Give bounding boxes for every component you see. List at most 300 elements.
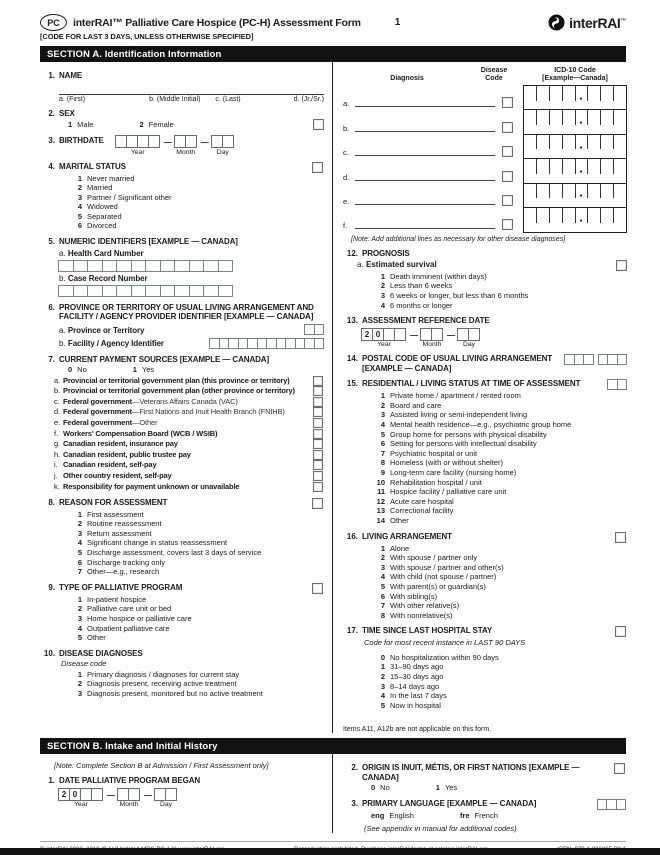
icd10-char-slot[interactable] — [613, 86, 626, 109]
answer-checkbox[interactable] — [313, 439, 323, 449]
answer-checkbox[interactable] — [616, 260, 627, 271]
option-label: Never married — [87, 173, 135, 183]
item-number: 3. — [48, 136, 55, 145]
icd10-code-row[interactable] — [524, 208, 626, 232]
answer-checkbox[interactable] — [313, 460, 323, 470]
code-box[interactable] — [314, 338, 325, 349]
code-box-row — [599, 354, 628, 365]
code-box[interactable] — [617, 354, 628, 365]
lettered-option — [54, 397, 324, 407]
section-b-bar: SECTION B. Intake and Initial History — [40, 738, 626, 754]
section-b-note: [Note: Complete Section B at Admission / First Assessment only] — [54, 761, 269, 771]
code-box[interactable] — [189, 285, 205, 297]
logo-text: interRAI™ — [569, 14, 626, 31]
option-label: Yes — [141, 365, 155, 375]
option-label: Canadian resident, public trustee pay — [63, 449, 191, 459]
icd10-char-slot[interactable] — [524, 110, 537, 133]
icd10-char-slot[interactable] — [550, 208, 563, 232]
option-label: Responsibility for payment unknown or unavailable — [63, 481, 240, 491]
code-box[interactable] — [73, 285, 89, 297]
option-label: 6 weeks or longer, but less than 6 months — [390, 291, 529, 301]
option-code: 1 — [380, 271, 385, 281]
option-code: 1 — [77, 669, 82, 679]
option-letter: b. — [54, 386, 61, 396]
icd10-char-slot[interactable] — [588, 110, 601, 133]
option-label: No — [77, 365, 87, 375]
option-label: Assisted living or semi-independent living — [390, 410, 528, 420]
date-box[interactable] — [431, 328, 443, 341]
option-label: With other relative(s) — [390, 601, 460, 611]
option-label: No — [380, 783, 390, 793]
options-list — [343, 391, 627, 525]
option-label: Discharge tracking only — [87, 557, 165, 567]
answer-checkbox[interactable] — [313, 376, 323, 386]
icd10-char-slot[interactable] — [537, 135, 550, 158]
option-label: Correctional facility — [390, 506, 454, 516]
icd10-char-slot[interactable] — [550, 184, 563, 207]
code-box[interactable] — [218, 260, 234, 272]
icd10-char-slot[interactable] — [537, 184, 550, 207]
diagnosis-row — [343, 207, 521, 231]
icd10-char-slot[interactable] — [562, 86, 575, 109]
option-label: Group home for persons with physical disability — [390, 429, 547, 439]
item-number: 15. — [346, 379, 358, 389]
date-boxes — [118, 788, 140, 801]
diagnosis-write-line[interactable] — [355, 180, 495, 181]
page-bottom-strip — [0, 848, 660, 855]
option-code: 13 — [376, 506, 385, 516]
option-code: 1 — [68, 119, 73, 129]
form-item-16 — [343, 532, 627, 621]
icd10-char-slot[interactable] — [588, 208, 601, 232]
icd10-char-slot[interactable] — [613, 135, 626, 158]
form-item-1 — [40, 776, 324, 808]
option-code: 7 — [380, 601, 385, 611]
icd10-char-slot[interactable] — [601, 86, 614, 109]
option — [371, 691, 627, 701]
diagnosis-write-line[interactable] — [355, 106, 495, 107]
date-boxes — [175, 135, 197, 148]
item-number: 8. — [48, 497, 55, 507]
icd10-char-slot[interactable] — [562, 184, 575, 207]
code-box[interactable] — [617, 379, 628, 390]
answer-checkbox[interactable] — [313, 397, 323, 407]
options-list — [40, 510, 324, 577]
answer-checkbox[interactable] — [614, 763, 625, 774]
item-number: 14. — [346, 354, 358, 364]
item-title: SEX — [59, 108, 75, 118]
answer-checkbox[interactable] — [313, 386, 323, 396]
code-box[interactable] — [616, 799, 627, 810]
icd10-char-slot[interactable] — [588, 135, 601, 158]
option — [371, 458, 627, 468]
code-box[interactable] — [203, 260, 219, 272]
answer-checkbox[interactable] — [615, 626, 626, 637]
form-item-12 — [343, 249, 627, 310]
answer-checkbox[interactable] — [313, 429, 323, 439]
form-header — [40, 14, 626, 31]
code-box[interactable] — [314, 324, 325, 335]
option-code: 2 — [380, 281, 385, 291]
item-title: TIME SINCE LAST HOSPITAL STAY — [362, 626, 493, 636]
code-box[interactable] — [102, 260, 118, 272]
answer-checkbox[interactable] — [313, 450, 323, 460]
date-box[interactable]: 0 — [69, 788, 81, 801]
name-part-label: d. (Jr./Sr.) — [293, 95, 324, 103]
date-dash: — — [200, 138, 209, 147]
option — [371, 563, 627, 573]
icd10-char-slot[interactable] — [524, 184, 537, 207]
option-label: In the last 7 days — [390, 691, 447, 701]
icd10-code-row[interactable] — [524, 135, 626, 159]
disease-code-checkbox[interactable] — [502, 219, 513, 230]
option-label: No hospitalization within 90 days — [390, 652, 499, 662]
option-label: With nonrelative(s) — [390, 610, 453, 620]
code-box[interactable] — [160, 285, 176, 297]
option-code: 3 — [380, 562, 385, 572]
icd10-char-slot[interactable] — [575, 110, 588, 133]
option-label: Return assessment — [87, 528, 152, 538]
option-code: 6 — [380, 591, 385, 601]
icd10-code-row[interactable] — [524, 184, 626, 208]
option-code: 6 — [77, 557, 82, 567]
lettered-option — [54, 407, 324, 417]
option-label: First assessment — [87, 509, 144, 519]
disease-code-checkbox[interactable] — [502, 97, 513, 108]
item-number: 12. — [346, 249, 358, 259]
option-code: 4 — [77, 538, 82, 548]
code-box[interactable] — [583, 354, 594, 365]
icd10-char-slot[interactable] — [562, 159, 575, 182]
answer-checkbox[interactable] — [615, 532, 626, 543]
icd10-char-slot[interactable] — [550, 159, 563, 182]
option-code: 14 — [376, 515, 385, 525]
item-title: RESIDENTIAL / LIVING STATUS AT TIME OF ASSESSMENT — [362, 379, 581, 389]
icd10-char-slot[interactable] — [562, 110, 575, 133]
option-label: Homeless (with or without shelter) — [390, 458, 503, 468]
disease-code-checkbox[interactable] — [502, 171, 513, 182]
code-box[interactable] — [116, 285, 132, 297]
diagnosis-write-line[interactable] — [355, 204, 495, 205]
option — [68, 679, 324, 689]
option-code: 6 — [77, 221, 82, 231]
date-box[interactable] — [148, 135, 160, 148]
option — [371, 410, 627, 420]
name-write-line[interactable] — [59, 94, 324, 95]
option-code: 3 — [77, 613, 82, 623]
option-code: 10 — [376, 477, 385, 487]
option-code: 2 — [77, 604, 82, 614]
lettered-option — [54, 439, 324, 449]
lettered-option — [54, 460, 324, 470]
date-boxes — [362, 328, 406, 341]
yes-no-row — [371, 783, 626, 793]
form-item-15 — [343, 379, 627, 525]
date-group — [59, 788, 103, 809]
date-box[interactable] — [91, 788, 103, 801]
code-box[interactable] — [203, 285, 219, 297]
option — [68, 529, 324, 539]
icd10-char-slot[interactable] — [562, 135, 575, 158]
icd10-char-slot[interactable] — [537, 110, 550, 133]
code-box[interactable] — [131, 285, 147, 297]
lettered-option — [54, 386, 324, 396]
disease-code-checkbox[interactable] — [502, 146, 513, 157]
option-label: Palliative care unit or bed — [87, 604, 172, 614]
option — [371, 281, 627, 291]
option-label: Federal government—Other — [63, 418, 158, 428]
icd10-char-slot[interactable] — [575, 135, 588, 158]
date-box[interactable]: 2 — [58, 788, 70, 801]
option-label: Female — [148, 119, 174, 129]
disease-code-checkbox[interactable] — [502, 122, 513, 133]
option — [371, 701, 627, 711]
form-item-14 — [343, 354, 627, 373]
code-box[interactable] — [145, 260, 161, 272]
form-item-6 — [40, 303, 324, 349]
diagnosis-write-line[interactable] — [355, 228, 495, 229]
option-label: Mental health residence—e.g., psychiatric group home — [390, 420, 572, 429]
diagnosis-table-header — [343, 67, 627, 83]
item-number: 6. — [48, 302, 55, 312]
date-box[interactable] — [165, 788, 177, 801]
option-label: Partner / Significant other — [87, 192, 172, 202]
option — [371, 391, 627, 401]
option-code: 2 — [77, 679, 82, 689]
code-box[interactable] — [58, 260, 74, 272]
icd10-char-slot[interactable] — [613, 208, 626, 232]
answer-checkbox[interactable] — [313, 407, 323, 417]
icd10-char-slot[interactable] — [588, 86, 601, 109]
diagnosis-write-line[interactable] — [355, 131, 495, 132]
option — [371, 478, 627, 488]
code-box[interactable] — [87, 260, 103, 272]
icd10-char-slot[interactable] — [601, 135, 614, 158]
code-box[interactable] — [102, 285, 118, 297]
option-code: 2 — [77, 519, 82, 529]
option-label: Routine reassessment — [87, 519, 162, 529]
date-box[interactable]: 2 — [361, 328, 373, 341]
sub-item-letter: a. — [357, 259, 364, 269]
icd10-char-slot[interactable] — [601, 184, 614, 207]
date-group-label: Day — [216, 148, 229, 156]
icd10-char-slot[interactable] — [613, 159, 626, 182]
item-title: DISEASE DIAGNOSES — [59, 648, 143, 658]
date-group-label: Month — [176, 148, 196, 156]
option-code: 5 — [77, 633, 82, 643]
item-title: DATE PALLIATIVE PROGRAM BEGAN — [59, 776, 201, 786]
option-letter: e. — [54, 418, 61, 428]
option-code: 1 — [77, 173, 82, 183]
icd10-char-slot[interactable] — [524, 86, 537, 109]
sub-item-row — [357, 260, 627, 271]
code-box[interactable] — [131, 260, 147, 272]
icd10-char-slot[interactable] — [524, 135, 537, 158]
answer-checkbox[interactable] — [313, 482, 323, 492]
option — [68, 212, 324, 222]
options-list — [40, 174, 324, 232]
disease-code-column-header: Disease Code — [480, 67, 508, 82]
item-title-row — [343, 249, 627, 259]
icd10-code-row[interactable] — [524, 159, 626, 183]
code-box[interactable] — [116, 260, 132, 272]
answer-checkbox[interactable] — [313, 119, 324, 130]
option-label-detail: —First Nations and Inuit Health Branch (FNIHB) — [132, 407, 285, 417]
icd10-char-slot[interactable] — [524, 159, 537, 182]
item-title: ORIGIN IS INUIT, MÉTIS, OR FIRST NATIONS [EXAMPLE — CANADA] — [362, 763, 580, 782]
item-title-row — [40, 583, 324, 594]
option-label: 8–14 days ago — [390, 681, 440, 691]
item-subtitle: Disease code — [61, 659, 107, 669]
option-label: Married — [87, 183, 113, 193]
option-code: 2 — [380, 400, 385, 410]
option-label: Less than 6 weeks — [390, 281, 453, 291]
diagnosis-column-header: Diagnosis — [390, 75, 424, 82]
option-label: English — [389, 811, 414, 821]
icd10-char-slot[interactable] — [613, 184, 626, 207]
code-box[interactable] — [218, 285, 234, 297]
answer-checkbox[interactable] — [312, 162, 323, 173]
icd10-char-slot[interactable] — [550, 110, 563, 133]
option — [68, 120, 93, 130]
sub-field-label: a. Province or Territory — [59, 325, 145, 335]
diagnosis-row-letter: b. — [343, 123, 350, 133]
item-number: 13. — [346, 316, 358, 326]
date-box[interactable] — [222, 135, 234, 148]
option — [68, 221, 324, 231]
icd10-char-slot[interactable] — [601, 208, 614, 232]
answer-checkbox[interactable] — [313, 418, 323, 428]
options-list — [343, 544, 627, 621]
sub-field-name: Province or Territory — [67, 325, 145, 335]
option — [68, 633, 324, 643]
option — [68, 202, 324, 212]
option — [371, 582, 627, 592]
icd10-char-slot[interactable] — [575, 86, 588, 109]
icd10-char-slot[interactable] — [537, 86, 550, 109]
code-box[interactable] — [174, 285, 190, 297]
answer-checkbox[interactable] — [313, 471, 323, 481]
date-dash: — — [410, 330, 418, 340]
option-code: 4 — [380, 572, 385, 582]
icd10-code-row[interactable] — [524, 110, 626, 134]
options-list — [343, 272, 627, 310]
option-code: 3 — [77, 688, 82, 698]
diagnosis-row-letter: f. — [343, 221, 348, 231]
date-group — [458, 328, 480, 349]
code-box[interactable] — [189, 260, 205, 272]
option-code: 1 — [380, 662, 385, 672]
item-title-row — [40, 649, 324, 659]
disease-code-checkbox[interactable] — [502, 195, 513, 206]
code-box[interactable] — [160, 260, 176, 272]
icd10-char-slot[interactable] — [575, 159, 588, 182]
option-code: 1 — [380, 543, 385, 553]
option — [68, 689, 324, 699]
option-label: Divorced — [87, 221, 117, 231]
icd10-char-slot[interactable] — [613, 110, 626, 133]
code-box[interactable] — [73, 260, 89, 272]
item-number: 16. — [346, 531, 358, 541]
name-part-label: c. (Last) — [215, 95, 241, 103]
icd10-char-slot[interactable] — [575, 184, 588, 207]
icd10-char-slot[interactable] — [550, 86, 563, 109]
sub-field-name: Case Record Number — [67, 273, 148, 283]
form-item-8 — [40, 498, 324, 577]
option-code: 9 — [380, 467, 385, 477]
date-dash: — — [163, 138, 172, 147]
option — [371, 553, 627, 563]
icd10-char-slot[interactable] — [537, 208, 550, 232]
option-letter: d. — [54, 407, 61, 417]
option-label: With child (not spouse / partner) — [390, 572, 497, 582]
code-box[interactable] — [145, 285, 161, 297]
option — [371, 572, 627, 582]
option — [68, 183, 324, 193]
section-a-left-column — [40, 62, 332, 733]
option-label: With sibling(s) — [390, 591, 438, 601]
option-label: Separated — [87, 211, 122, 221]
name-part-label: a. (First) — [59, 95, 86, 103]
name-part-label: b. (Middle Initial) — [149, 95, 201, 103]
code-box[interactable] — [87, 285, 103, 297]
option — [68, 595, 324, 605]
item-number: 2. — [351, 763, 358, 773]
date-box[interactable] — [468, 328, 480, 341]
option-label: Other country resident, self-pay — [63, 471, 172, 480]
option — [371, 662, 627, 672]
icd10-char-slot[interactable] — [588, 184, 601, 207]
date-group-label: Month — [422, 341, 442, 349]
answer-checkbox[interactable] — [312, 583, 323, 594]
pc-badge: PC — [40, 14, 67, 31]
option — [68, 365, 87, 375]
date-box[interactable] — [128, 788, 140, 801]
option-label: Rehabilitation hospital / unit — [390, 477, 482, 487]
form-item-9 — [40, 583, 324, 643]
option-code: 1 — [132, 365, 137, 375]
option-code: 2 — [380, 671, 385, 681]
answer-checkbox[interactable] — [312, 498, 323, 509]
option — [68, 614, 324, 624]
inline-options-row — [371, 811, 626, 821]
date-box[interactable] — [185, 135, 197, 148]
icd10-code-row[interactable] — [524, 86, 626, 110]
diagnosis-write-line[interactable] — [355, 155, 495, 156]
option-label: 31–90 days ago — [390, 662, 444, 672]
option-code: 11 — [377, 487, 385, 497]
date-box[interactable] — [394, 328, 406, 341]
icd10-char-slot[interactable] — [537, 159, 550, 182]
option — [68, 567, 324, 577]
option-code: 3 — [380, 291, 385, 301]
icd10-char-slot[interactable] — [550, 135, 563, 158]
form-item-17 — [343, 626, 627, 710]
icd10-char-slot[interactable] — [575, 208, 588, 232]
code-box[interactable] — [58, 285, 74, 297]
code-box[interactable] — [174, 260, 190, 272]
icd10-char-slot[interactable] — [588, 159, 601, 182]
icd10-char-slot[interactable] — [524, 208, 537, 232]
answer-box-groups — [559, 354, 627, 365]
icd10-char-slot[interactable] — [562, 208, 575, 232]
form-item-4 — [40, 162, 324, 232]
option — [371, 439, 627, 449]
icd10-char-slot[interactable] — [601, 159, 614, 182]
icd10-char-slot[interactable] — [601, 110, 614, 133]
date-box[interactable]: 0 — [372, 328, 384, 341]
sub-field-row — [59, 338, 324, 349]
